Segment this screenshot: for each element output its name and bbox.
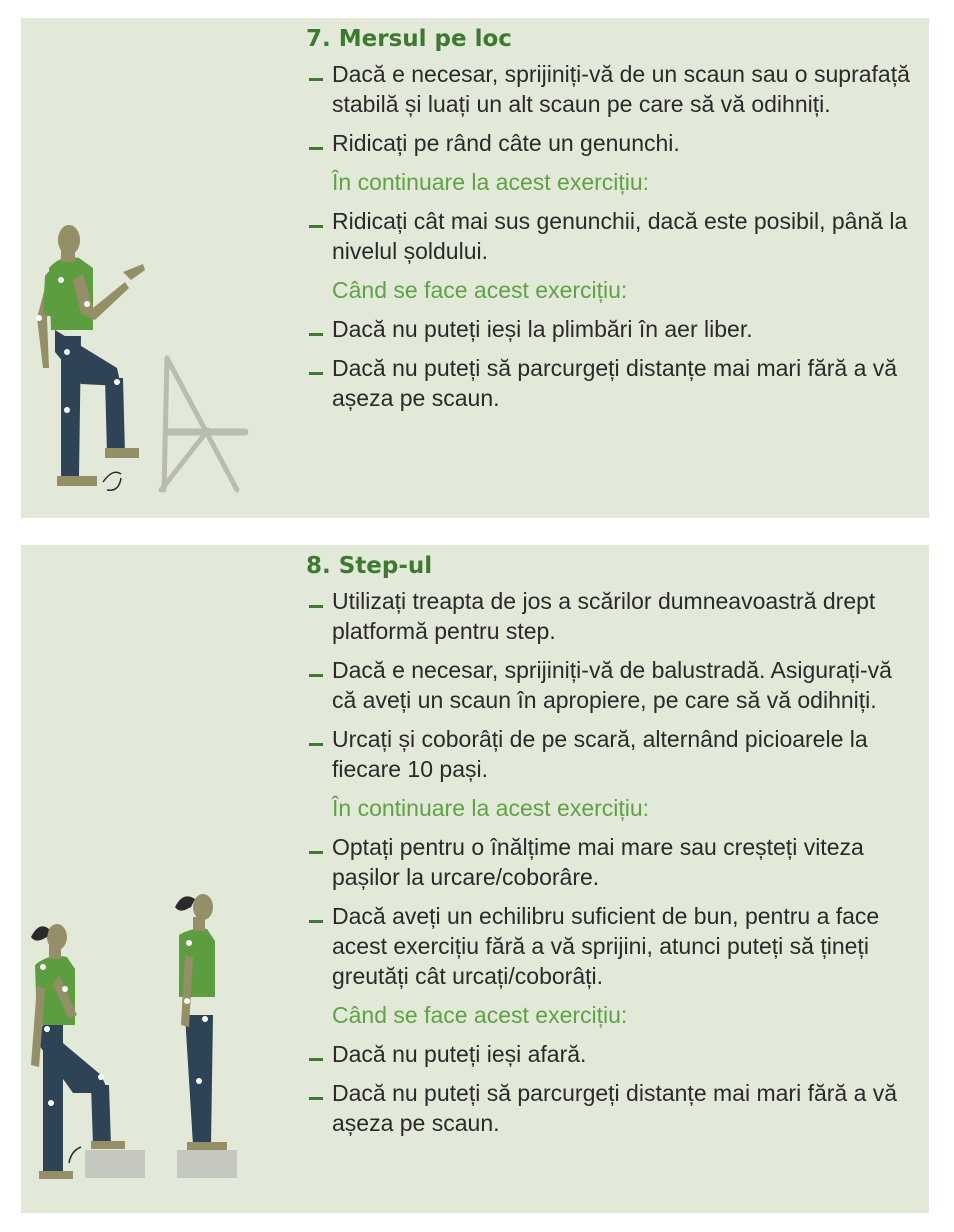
bullet-dash-icon	[309, 78, 323, 81]
list-item: Dacă nu puteți să parcurgeți distanțe mai mari fără a vă așeza pe scaun.	[306, 1078, 915, 1138]
list-item: Dacă nu puteți ieși afară.	[306, 1039, 915, 1069]
person-standing-icon	[175, 894, 227, 1150]
section-heading: Step-ul	[338, 553, 433, 579]
folding-chair-icon	[161, 358, 245, 490]
list-item: Optați pentru o înălțime mai mare sau creșteți viteza pașilor la urcare/coborâre.	[306, 832, 915, 892]
section-number: 7.	[306, 26, 331, 52]
person-marching-icon	[36, 225, 145, 490]
bullet-dash-icon	[309, 333, 323, 336]
marching-in-place-illustration	[21, 18, 301, 518]
list-item: Ridicați pe rând câte un genunchi.	[306, 128, 915, 158]
list-item: Urcați și coborâți de pe scară, alternând picioarele la fiecare 10 pași.	[306, 724, 915, 784]
section-title	[306, 551, 915, 581]
motion-arrow-icon	[69, 1147, 81, 1163]
list-item: Utilizați treapta de jos a scărilor dumneavoastră drept platformă pentru step.	[306, 586, 915, 646]
step-platform-icon	[85, 1150, 145, 1178]
exercise-card-7	[21, 18, 929, 518]
list-item: Dacă aveți un echilibru suficient de bun, pentru a face acest exercițiu fără a vă sprijini, atunci puteți să țineți greutăți cât urcați/coborâți.	[306, 901, 915, 991]
exercise-card-8	[21, 545, 929, 1213]
section-title	[306, 24, 915, 54]
bullet-dash-icon	[309, 674, 323, 677]
bullet-dash-icon	[309, 743, 323, 746]
when-heading: Când se face acest exercițiu:	[332, 277, 628, 303]
bullet-dash-icon	[309, 1097, 323, 1100]
step-platform-icon	[177, 1150, 237, 1178]
bullet-dash-icon	[309, 605, 323, 608]
bullet-dash-icon	[309, 920, 323, 923]
section-heading: Mersul pe loc	[338, 26, 512, 52]
when-heading: Când se face acest exercițiu:	[332, 1002, 628, 1028]
motion-arrow-icon	[103, 472, 121, 482]
bullet-dash-icon	[309, 851, 323, 854]
bullet-dash-icon	[309, 147, 323, 150]
list-item: Dacă e necesar, sprijiniți-vă de un scaun sau o suprafață stabilă și luați un alt scaun pe care să vă odihniți.	[306, 59, 915, 119]
list-item: Dacă nu puteți să parcurgeți distanțe mai mari fără a vă așeza pe scaun.	[306, 353, 915, 413]
list-item: Dacă e necesar, sprijiniți-vă de balustradă. Asigurați-vă că aveți un scaun în apropiere, pe care să vă odihniți.	[306, 655, 915, 715]
person-stepping-up-icon	[31, 924, 125, 1179]
progression-heading: În continuare la acest exercițiu:	[332, 169, 650, 195]
bullet-dash-icon	[309, 225, 323, 228]
bullet-dash-icon	[309, 372, 323, 375]
progression-heading: În continuare la acest exercițiu:	[332, 795, 650, 821]
bullet-dash-icon	[309, 1058, 323, 1061]
section-number: 8.	[306, 553, 331, 579]
list-item: Dacă nu puteți ieși la plimbări în aer liber.	[306, 314, 915, 344]
step-up-illustration	[21, 545, 301, 1213]
list-item: Ridicați cât mai sus genunchii, dacă este posibil, până la nivelul șoldului.	[306, 206, 915, 266]
